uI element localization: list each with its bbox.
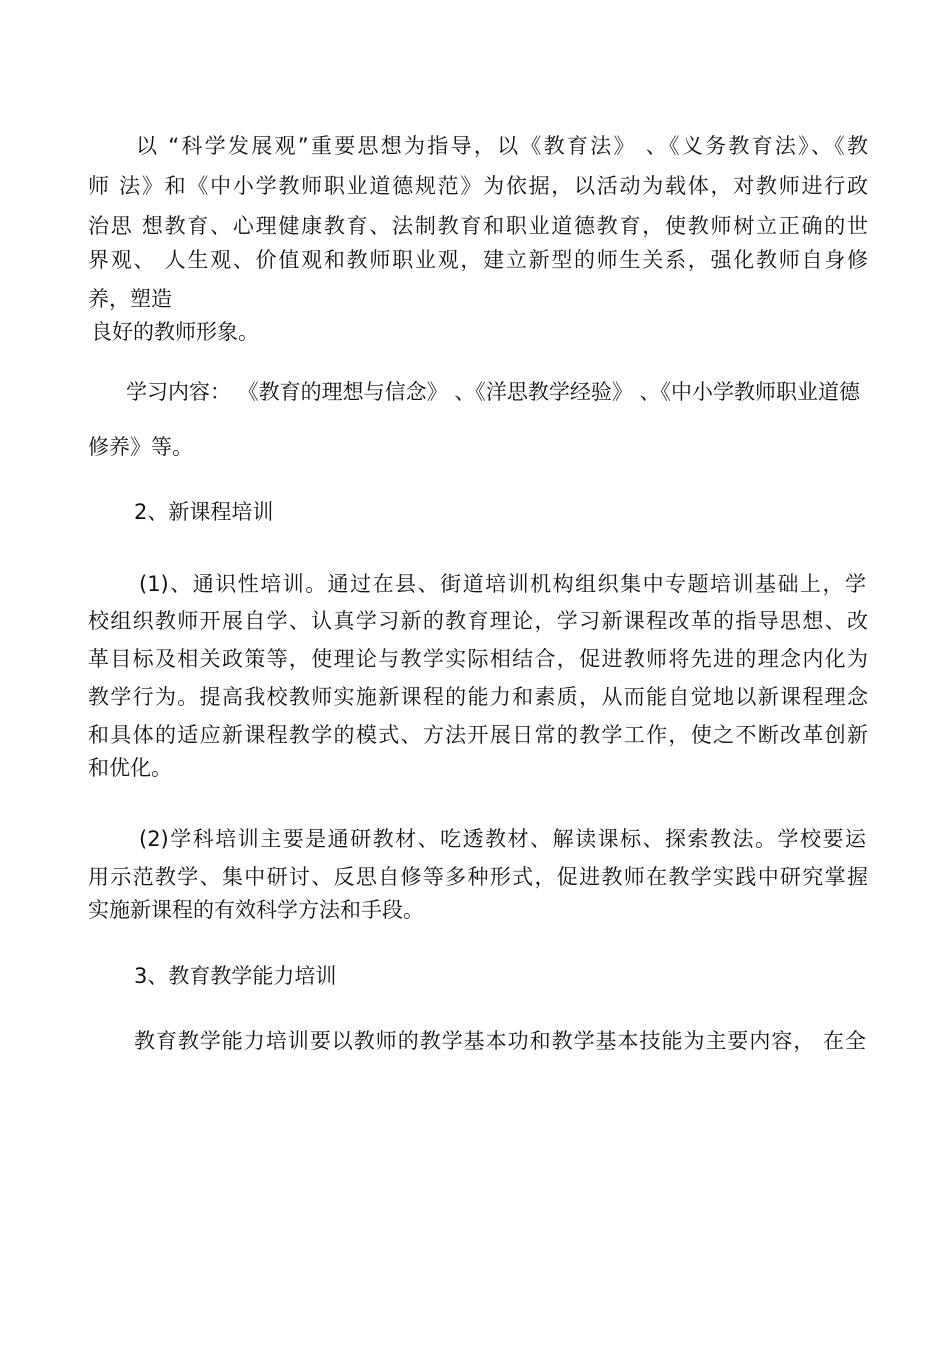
para4-line-2: 用示范教学、集中研讨、反思自修等多种形式，促进教师在教学实践中研究掌握 xyxy=(88,865,868,889)
para2-line-1: 学习内容： 《教育的理想与信念》 、《洋思教学经验》 、《中小学教师职业道德 xyxy=(126,380,861,404)
para1-line-1: 以 “科学发展观”重要思想为指导，以《教育法》 、《义务教育法》、《教 xyxy=(136,134,868,158)
para3-line-3: 革目标及相关政策等，使理论与教学实际相结合，促进教师将先进的理念内化为 xyxy=(88,647,868,671)
para1-line-5: 养，塑造 xyxy=(88,287,172,311)
para1-line-6: 良好的教师形象。 xyxy=(91,320,259,344)
section-heading-2: 2、新课程培训 xyxy=(134,500,274,524)
para1-line-3: 治思 想教育、心理健康教育、法制教育和职业道德教育，使教师树立正确的世 xyxy=(88,214,868,238)
para3-line-2: 校组织教师开展自学、认真学习新的教育理论，学习新课程改革的指导思想、改 xyxy=(88,609,868,633)
para5-line-1: 教育教学能力培训要以教师的教学基本功和教学基本技能为主要内容， 在全 xyxy=(134,1029,866,1053)
para1-line-4: 界观、 人生观、价值观和教师职业观，建立新型的师生关系，强化教师自身修 xyxy=(88,248,868,272)
para4-line-1: (2)学科培训主要是通研教材、吃透教材、解读课标、探索教法。学校要运 xyxy=(139,827,866,851)
para3-line-6: 和优化。 xyxy=(88,756,172,780)
para4-line-3: 实施新课程的有效科学方法和手段。 xyxy=(88,898,424,922)
para3-line-4: 教学行为。提高我校教师实施新课程的能力和素质，从而能自觉地以新课程理念 xyxy=(88,685,868,709)
para2-line-2: 修养》等。 xyxy=(88,435,193,459)
para3-line-1: (1)、通识性培训。通过在县、街道培训机构组织集中专题培训基础上，学 xyxy=(139,572,866,596)
para3-line-5: 和具体的适应新课程教学的模式、方法开展日常的教学工作，使之不断改革创新 xyxy=(88,723,868,747)
para1-line-2: 师 法》和《中小学教师职业道德规范》为依据，以活动为载体，对教师进行政 xyxy=(88,174,868,198)
section-heading-3: 3、教育教学能力培训 xyxy=(134,964,337,988)
